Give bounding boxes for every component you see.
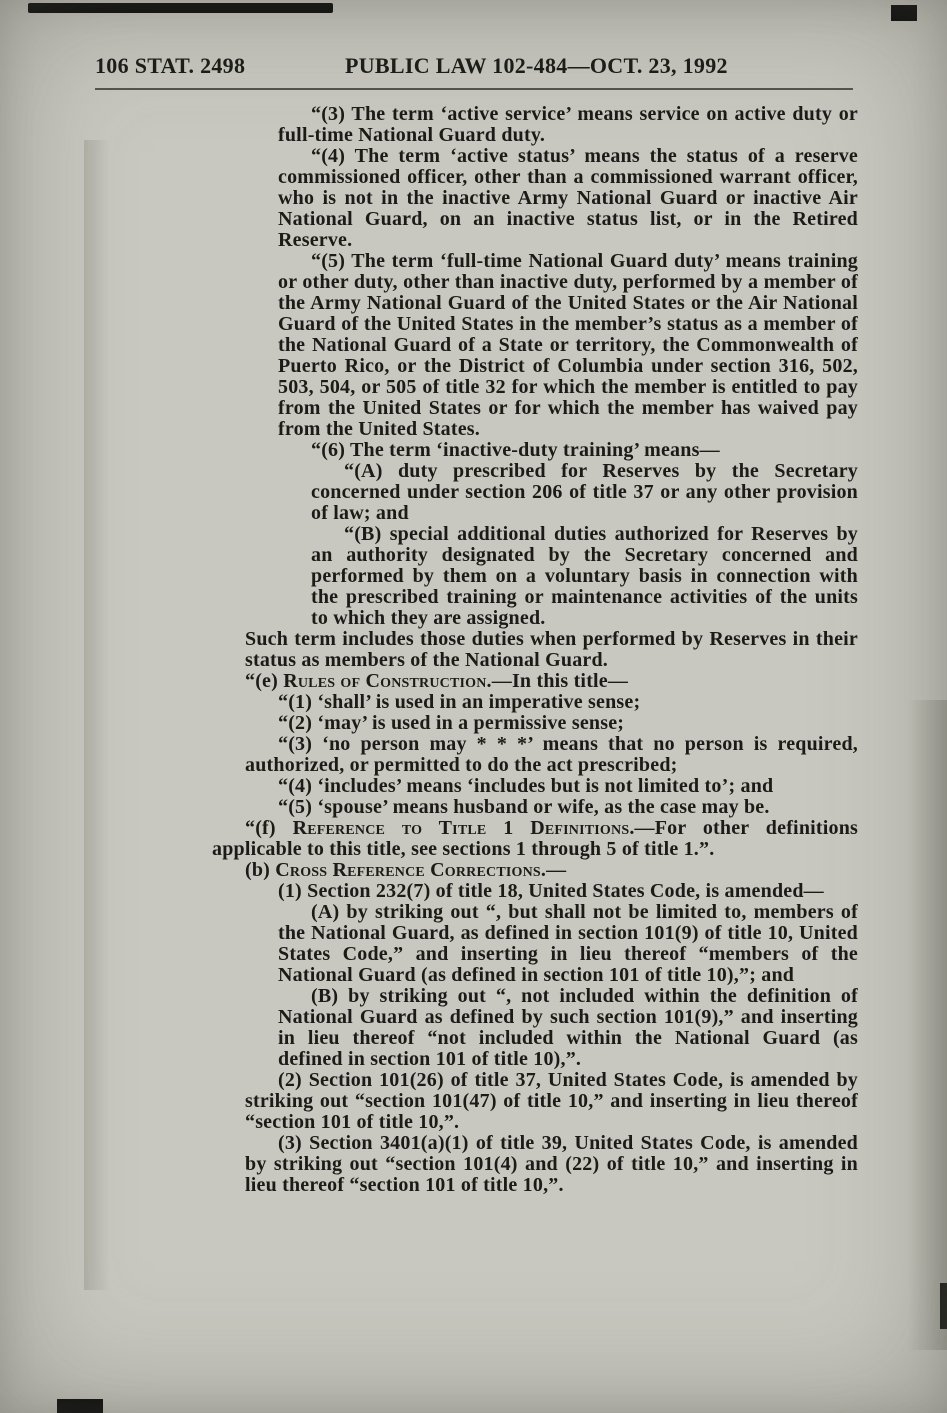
- statute-text: (b): [245, 859, 276, 881]
- statute-text: (A) by striking out “, but shall not be limited to, members of the National Guard, as defined in section 101(9) of title 10, United States Code,” and inserting in lieu thereof “members of the National Guard (as defined in section 101 of title 10),”; and: [278, 901, 858, 986]
- statute-text: “(1) ‘shall’ is used in an imperative sense;: [278, 691, 641, 713]
- statute-paragraph: [245, 1070, 858, 1133]
- statute-text: “(f): [245, 817, 293, 839]
- statute-paragraph: [278, 440, 858, 461]
- statute-text: “(A) duty prescribed for Reserves by the Secretary concerned under section 206 of title 37 or any other provision of law; and: [311, 460, 858, 524]
- statute-text: (B) by striking out “, not included within the definition of National Guard as defined by such section 101(9),” and inserting in lieu thereof “not included within the National Guard (as defined in section 101 of title 10),”.: [278, 985, 858, 1070]
- statute-text: (2) Section 101(26) of title 37, United States Code, is amended by striking out “section 101(47) of title 10,” and inserting in lieu thereof “section 101 of title 10,”.: [245, 1069, 858, 1133]
- scan-artifact-top-bar: [28, 3, 333, 13]
- statute-text: “(5) ‘spouse’ means husband or wife, as the case may be.: [278, 796, 770, 818]
- statute-text: Such term includes those duties when performed by Reserves in their status as members of the National Guard.: [245, 628, 858, 671]
- small-caps-heading: Rules of Construction: [283, 670, 487, 692]
- statute-text: “(3) ‘no person may * * *’ means that no person is required, authorized, or permitted to do the act prescribed;: [245, 733, 858, 776]
- statute-text-block: [212, 104, 858, 1196]
- statute-paragraph: [212, 860, 858, 881]
- statute-text: .—: [540, 859, 567, 881]
- scan-artifact-bottom-left-mark: [57, 1399, 103, 1413]
- statute-text: (1) Section 232(7) of title 18, United States Code, is amended—: [278, 880, 824, 902]
- statute-text: “(6) The term ‘inactive-duty training’ means—: [311, 439, 720, 461]
- statute-paragraph: [278, 104, 858, 146]
- statute-text: .—For other definitions applicable to this title, see sections 1 through 5 of title 1.”.: [212, 817, 859, 860]
- statute-paragraph: [245, 881, 858, 902]
- statute-paragraph: [245, 692, 858, 713]
- statute-paragraph: [311, 461, 858, 524]
- statute-text: “(3) The term ‘active service’ means service on active duty or full-time National Guard duty.: [278, 103, 858, 146]
- statute-paragraph: [245, 713, 858, 734]
- statute-paragraph: [245, 797, 858, 818]
- statute-paragraph: [245, 629, 858, 671]
- scan-smudge-right-edge: [907, 700, 947, 1350]
- statute-paragraph: [278, 146, 858, 251]
- public-law-title: PUBLIC LAW 102-484—OCT. 23, 1992: [345, 53, 728, 78]
- statute-text: (3) Section 3401(a)(1) of title 39, United States Code, is amended by striking out “section 101(4) and (22) of title 10,” and inserting in lieu thereof “section 101 of title 10,”.: [245, 1132, 858, 1196]
- scan-artifact-top-right-blob: [891, 5, 917, 21]
- scan-artifact-right-edge-bar: [940, 1283, 947, 1329]
- header-rule: [95, 88, 853, 90]
- statute-paragraph: [278, 251, 858, 440]
- statute-paragraph: [245, 734, 858, 776]
- statute-text: “(5) The term ‘full-time National Guard duty’ means training or other duty, other than inactive duty, performed by a member of the Army National Guard of the United States or the Air National Guard of the United States in the member’s status as a member of the National Guard of a State or territory, the Commonwealth of Puerto Rico, or the District of Columbia under section 316, 502, 503, 504, or 505 of title 32 for which the member is entitled to pay from the United States or for which the member has waived pay from the United States.: [278, 250, 858, 440]
- statute-paragraph: [245, 1133, 858, 1196]
- statute-text: .—In this title—: [486, 670, 629, 692]
- statute-paragraph: [278, 986, 858, 1070]
- stat-page-number: 106 STAT. 2498: [95, 53, 246, 78]
- statute-paragraph: [212, 671, 858, 692]
- small-caps-heading: Cross Reference Corrections: [275, 859, 541, 881]
- statute-paragraph: [212, 818, 858, 860]
- statute-text: “(e): [245, 670, 284, 692]
- scan-smudge-left-margin: [84, 140, 110, 1290]
- statute-text: “(2) ‘may’ is used in a permissive sense;: [278, 712, 625, 734]
- statute-text: “(4) ‘includes’ means ‘includes but is not limited to’; and: [278, 775, 774, 797]
- statute-text: “(B) special additional duties authorized for Reserves by an authority designated by the Secretary concerned and performed by them on a voluntary basis in connection with the prescribed training or maintenance activities of the units to which they are assigned.: [311, 523, 858, 629]
- statute-paragraph: [278, 902, 858, 986]
- small-caps-heading: Reference to Title 1 Definitions: [292, 817, 630, 839]
- statute-paragraph: [311, 524, 858, 629]
- running-head: [0, 53, 947, 81]
- statute-text: “(4) The term ‘active status’ means the status of a reserve commissioned officer, other than a commissioned warrant officer, who is not in the inactive Army National Guard or inactive Air National Guard, on an inactive status list, or in the Retired Reserve.: [278, 145, 858, 251]
- statute-paragraph: [245, 776, 858, 797]
